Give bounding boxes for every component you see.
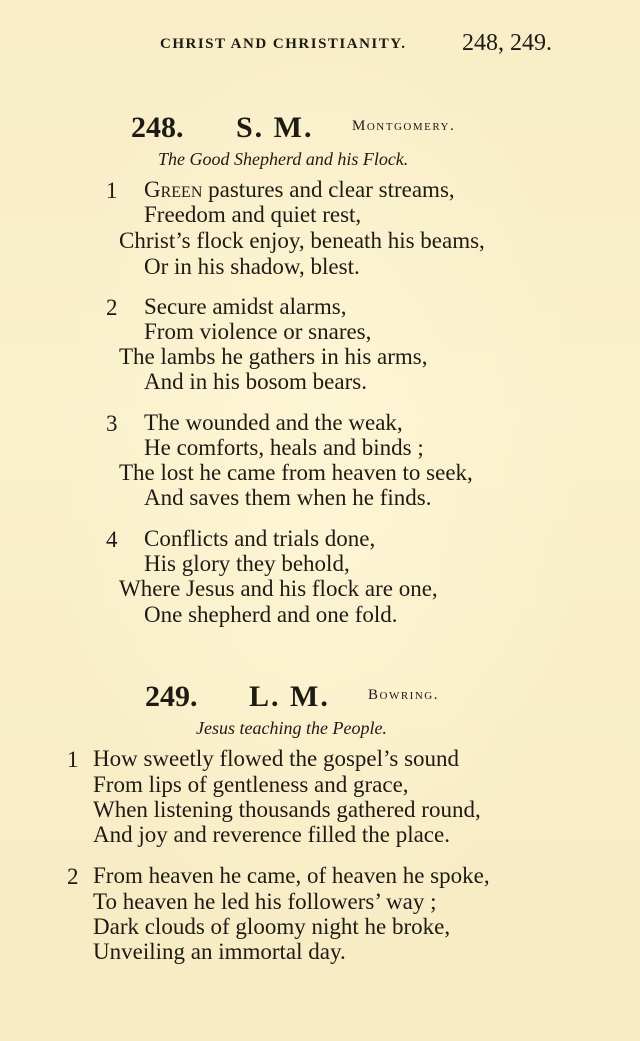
verse-line: To heaven he led his followers’ way ;	[93, 889, 437, 914]
verse-line: The wounded and the weak,	[144, 410, 403, 435]
verse-line: One shepherd and one fold.	[144, 602, 398, 627]
hymn-248-author: Montgomery.	[352, 118, 456, 134]
verse-line: The lambs he gathers in his arms,	[119, 344, 428, 369]
verse-line: His glory they behold,	[144, 551, 350, 576]
verse-number: 4	[106, 527, 118, 552]
verse-line: Freedom and quiet rest,	[144, 202, 362, 227]
verse-first-rest: pastures and clear streams,	[202, 177, 455, 202]
hymn-249-number: 249.	[145, 680, 198, 713]
hymn-248-number: 248.	[131, 111, 184, 144]
hymn-248-meter: S. M.	[236, 111, 314, 144]
hymn-248-subtitle: The Good Shepherd and his Flock.	[158, 149, 409, 169]
verse-line: How sweetly flowed the gospel’s sound	[93, 746, 460, 771]
hymn-249-meter: L. M.	[249, 680, 330, 713]
running-head-title: CHRIST AND CHRISTIANITY.	[160, 36, 407, 52]
verse-line: Unveiling an immortal day.	[93, 939, 346, 964]
verse-line: Christ’s flock enjoy, beneath his beams,	[119, 228, 485, 253]
verse-line: Where Jesus and his flock are one,	[119, 576, 438, 601]
verse-line: And saves them when he finds.	[144, 485, 432, 510]
verse-line: Or in his shadow, blest.	[144, 254, 360, 279]
verse-line: And joy and reverence filled the place.	[93, 822, 450, 847]
verse-line: From violence or snares,	[144, 319, 372, 344]
hymn-249-subtitle: Jesus teaching the People.	[196, 718, 387, 738]
verse-line: The lost he came from heaven to seek,	[119, 460, 473, 485]
verse-line: Dark clouds of gloomy night he broke,	[93, 914, 451, 939]
verse-first-word: Green	[144, 177, 203, 202]
verse-number: 1	[67, 747, 79, 772]
hymn-249-author: Bowring.	[368, 687, 439, 703]
verse-line: Secure amidst alarms,	[144, 294, 347, 319]
verse-line: And in his bosom bears.	[144, 369, 367, 394]
verse-line: Conflicts and trials done,	[144, 526, 376, 551]
verse-line: When listening thousands gathered round,	[93, 797, 481, 822]
verse-number: 2	[106, 295, 118, 320]
verse-line: From lips of gentleness and grace,	[93, 772, 409, 797]
verse-number: 3	[106, 411, 118, 436]
verse-line: He comforts, heals and binds ;	[144, 435, 424, 460]
verse-line	[144, 178, 455, 201]
verse-line: From heaven he came, of heaven he spoke,	[93, 863, 490, 888]
verse-number: 1	[106, 178, 118, 203]
verse-number: 2	[67, 864, 79, 889]
page-numbers: 248, 249.	[462, 30, 552, 56]
